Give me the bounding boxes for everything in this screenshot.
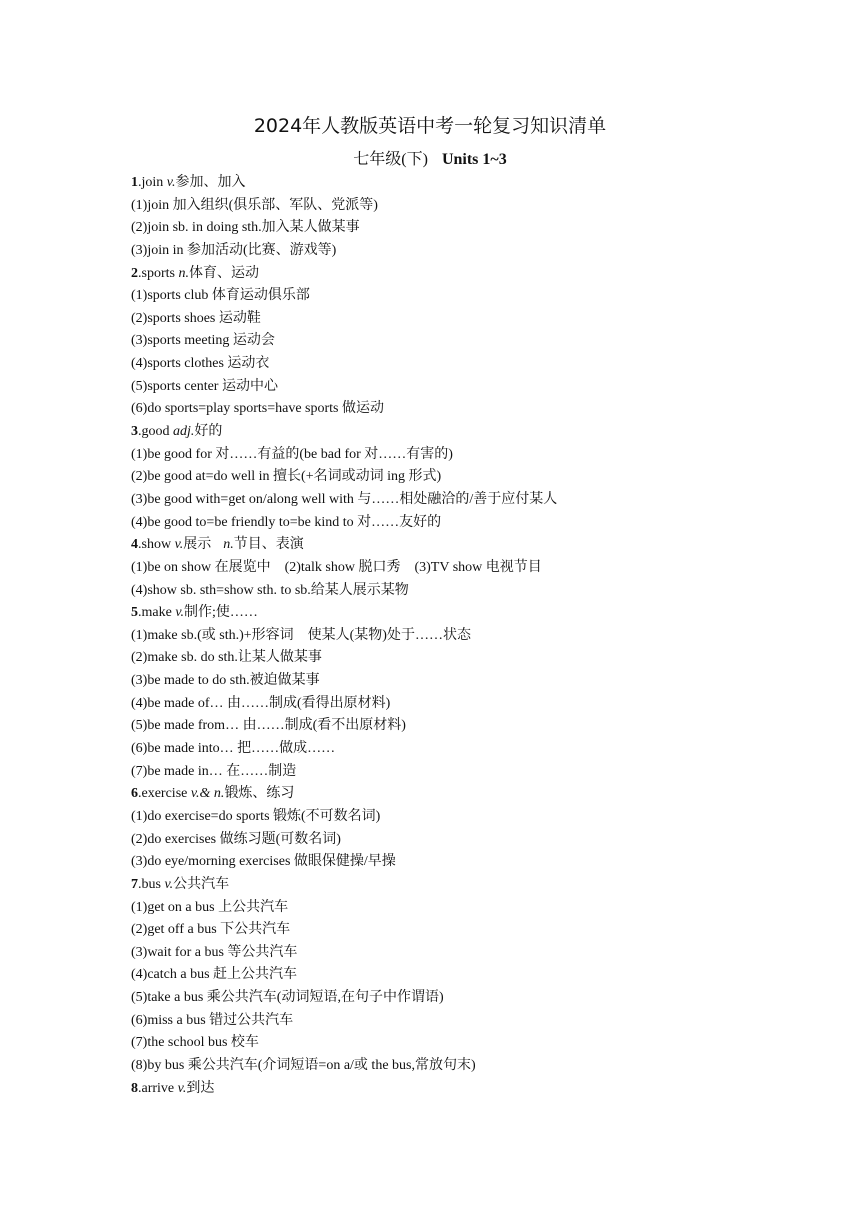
entry-heading xyxy=(131,1078,771,1101)
entry-heading xyxy=(131,602,771,625)
entry-part-of-speech: n. xyxy=(178,265,189,281)
page-subtitle xyxy=(0,149,860,171)
entry-number: 3 xyxy=(131,424,138,440)
entry-word: .sports xyxy=(138,265,179,281)
units-label: Units 1~3 xyxy=(441,151,507,168)
entry-item: (2)sports shoes 运动鞋 xyxy=(131,310,261,326)
entry-item: (4)sports clothes 运动衣 xyxy=(131,356,270,372)
entry-item: (2)do exercises 做练习题(可数名词) xyxy=(131,831,341,847)
entry-item: (5)sports center 运动中心 xyxy=(131,378,278,394)
entry-meaning: 锻炼、练习 xyxy=(224,786,295,802)
entry-heading xyxy=(131,534,771,557)
entry-part-of-speech: v. xyxy=(177,1080,187,1096)
entry-item: (3)be good with=get on/along well with 与……相处融洽的/善于应付某人 xyxy=(131,491,558,507)
entry-number: 1 xyxy=(131,175,138,190)
entry-item: (3)join in 参加活动(比赛、游戏等) xyxy=(131,242,337,258)
entry-number: 6 xyxy=(131,786,138,802)
entry-word: .exercise xyxy=(138,786,191,802)
entry-item: (2)be good at=do well in 擅长(+名词或动词 ing 形式) xyxy=(131,469,442,485)
entry-part-of-speech: adj. xyxy=(173,424,195,440)
entry-word: .arrive xyxy=(138,1080,178,1096)
entry-item: (1)be good for 对……有益的(be bad for 对……有害的) xyxy=(131,446,453,462)
entry-part-of-speech: v. xyxy=(166,175,176,190)
entry-heading xyxy=(131,874,771,897)
entry-item: (5)take a bus 乘公共汽车(动词短语,在句子中作谓语) xyxy=(131,990,444,1006)
entry-item: (1)get on a bus 上公共汽车 xyxy=(131,899,289,915)
entry-item: (4)be good to=be friendly to=be kind to 对……友好的 xyxy=(131,514,442,530)
entry-meaning: 参加、加入 xyxy=(175,175,246,190)
entry-item: (6)do sports=play sports=have sports 做运动 xyxy=(131,401,384,417)
entry-part-of-speech: v. xyxy=(174,537,184,553)
entry-word: .bus xyxy=(138,876,165,892)
entry-item: (3)be made to do sth.被迫做某事 xyxy=(131,673,320,689)
entry-item: (2)get off a bus 下公共汽车 xyxy=(131,922,291,938)
entry-number: 4 xyxy=(131,537,138,553)
entry-heading xyxy=(131,263,771,286)
entry-item: (6)be made into… 把……做成…… xyxy=(131,741,336,757)
vocabulary-list xyxy=(131,172,771,1100)
entry-part-of-speech: v. xyxy=(175,605,185,621)
entry-heading xyxy=(131,172,771,195)
entry-item: (7)be made in… 在……制造 xyxy=(131,763,297,779)
entry-meaning-2: 节目、表演 xyxy=(233,537,304,553)
entry-meaning: 好的 xyxy=(194,424,223,440)
entry-part-of-speech: v. xyxy=(164,876,174,892)
entry-item: (2)join sb. in doing sth.加入某人做某事 xyxy=(131,220,360,236)
entry-item: (3)sports meeting 运动会 xyxy=(131,333,275,349)
entry-item: (1)do exercise=do sports 锻炼(不可数名词) xyxy=(131,808,381,824)
entry-number: 5 xyxy=(131,605,138,621)
entry-item: (3)do eye/morning exercises 做眼保健操/早操 xyxy=(131,854,396,870)
entry-item: (4)show sb. sth=show sth. to sb.给某人展示某物 xyxy=(131,582,409,598)
entry-heading xyxy=(131,783,771,806)
entry-meaning: 体育、运动 xyxy=(188,265,259,281)
entry-part-of-speech: v.& n. xyxy=(190,786,225,802)
entry-item: (4)be made of… 由……制成(看得出原材料) xyxy=(131,695,391,711)
grade-label: 七年级(下) xyxy=(353,151,428,168)
entry-item: (1)be on show 在展览中 (2)talk show 脱口秀 (3)TV show 电视节目 xyxy=(131,559,542,575)
entry-number: 7 xyxy=(131,876,138,892)
page-title: 2024年人教版英语中考一轮复习知识清单 xyxy=(253,115,607,137)
entry-heading xyxy=(131,421,771,444)
entry-item: (6)miss a bus 错过公共汽车 xyxy=(131,1012,294,1028)
entry-item: (1)join 加入组织(俱乐部、军队、党派等) xyxy=(131,197,378,213)
entry-item: (2)make sb. do sth.让某人做某事 xyxy=(131,650,322,666)
entry-word: .join xyxy=(138,175,167,190)
entry-item: (1)make sb.(或 sth.)+形容词 使某人(某物)处于……状态 xyxy=(131,627,471,643)
entry-word: .show xyxy=(138,537,175,553)
entry-part-of-speech-2: n. xyxy=(223,537,234,553)
entry-item: (5)be made from… 由……制成(看不出原材料) xyxy=(131,718,406,734)
entry-meaning: 展示 xyxy=(183,537,212,553)
entry-number: 8 xyxy=(131,1080,138,1096)
entry-item: (4)catch a bus 赶上公共汽车 xyxy=(131,967,298,983)
entry-item: (3)wait for a bus 等公共汽车 xyxy=(131,944,298,960)
entry-item: (1)sports club 体育运动俱乐部 xyxy=(131,288,310,304)
entry-item: (7)the school bus 校车 xyxy=(131,1035,259,1051)
entry-number: 2 xyxy=(131,265,138,281)
entry-meaning: 到达 xyxy=(186,1080,215,1096)
entry-word: .good xyxy=(138,424,173,440)
entry-meaning: 公共汽车 xyxy=(173,876,230,892)
entry-item: (8)by bus 乘公共汽车(介词短语=on a/或 the bus,常放句末) xyxy=(131,1057,476,1073)
entry-meaning: 制作;使…… xyxy=(184,605,258,621)
entry-word: .make xyxy=(138,605,176,621)
